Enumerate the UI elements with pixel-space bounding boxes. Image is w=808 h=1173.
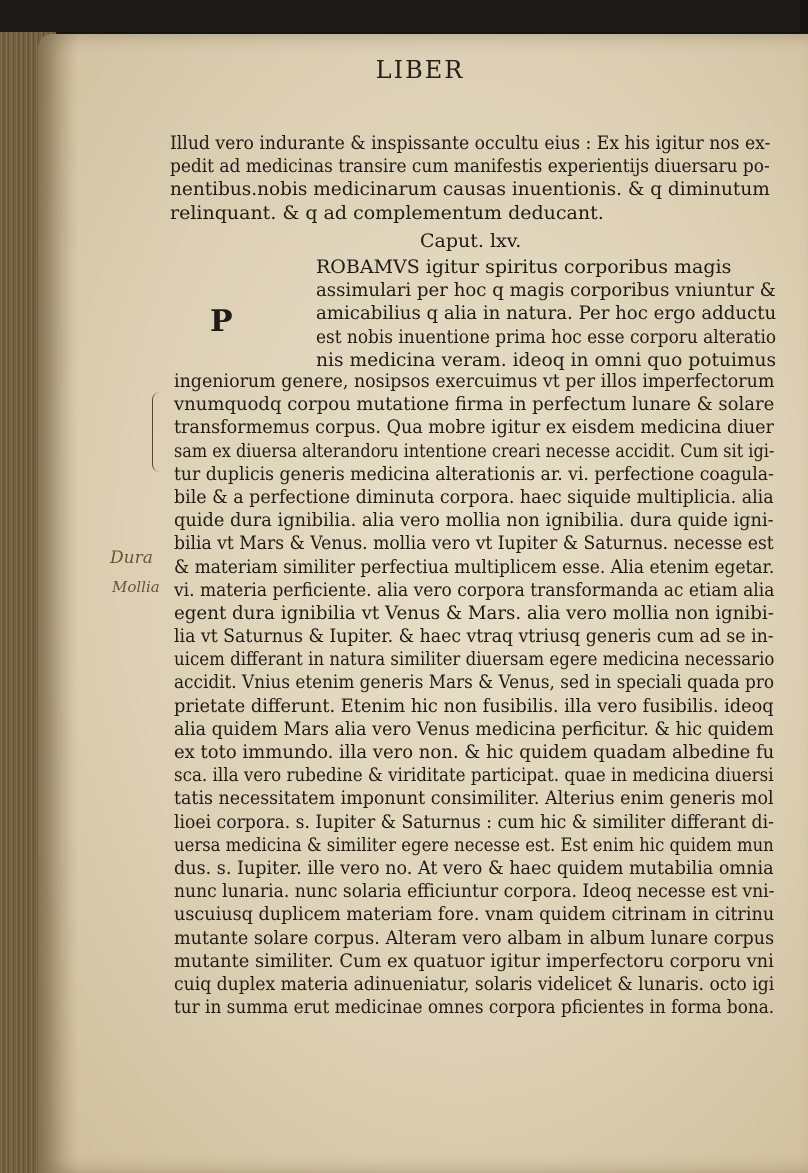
text-line: prietate differunt. Etenim hic non fusibilis. illa vero fusibilis. ideoq xyxy=(174,694,774,717)
text-line: alia quidem Mars alia vero Venus medicina perficitur. & hic quidem xyxy=(174,717,774,740)
text-line: bile & a perfectione diminuta corpora. haec siquide multiplicia. alia xyxy=(174,485,774,508)
text-line: uscuiusq duplicem materiam fore. vnam quidem citrinam in citrinu xyxy=(174,903,775,926)
text-line: ROBAMVS igitur spiritus corporibus magis xyxy=(316,256,732,278)
text-line: quide dura ignibilia. alia vero mollia non ignibilia. dura quide igni- xyxy=(174,509,774,532)
text-line: nis medicina veram. ideoq in omni quo potuimus xyxy=(316,348,777,371)
text-line: est nobis inuentione prima hoc esse corporu alteratio xyxy=(316,325,777,348)
text-line: nunc lunaria. nunc solaria efficiuntur corpora. Ideoq necesse est vni- xyxy=(174,880,775,903)
text-line: & materiam similiter perfectiua multiplicem esse. Alia etenim egetar. xyxy=(174,555,775,578)
text-line: uersa medicina & similiter egere necesse est. Est enim hic quidem mun xyxy=(174,833,774,856)
text-line: accidit. Vnius etenim generis Mars & Venus, sed in speciali quada pro xyxy=(174,671,775,694)
text-line: amicabilius q alia in natura. Per hoc ergo adductu xyxy=(316,302,777,325)
text-line: assimulari per hoc q magis corporibus vniuntur & xyxy=(316,279,776,302)
text-line: sam ex diuersa alterandoru intentione creari necesse accidit. Cum sit igi- xyxy=(174,439,775,462)
marginal-note: Dura xyxy=(110,548,153,568)
indented-opening-lines xyxy=(316,256,776,372)
text-line: lia vt Saturnus & Iupiter. & haec vtraq vtriusq generis cum ad se in- xyxy=(174,625,774,648)
top-paragraph xyxy=(170,132,770,225)
scan-top-background xyxy=(0,0,800,32)
text-line: mutante solare corpus. Alteram vero albam in album lunare corpus xyxy=(174,926,775,949)
text-line: bilia vt Mars & Venus. mollia vero vt Iupiter & Saturnus. necesse est xyxy=(174,532,774,555)
text-line: dus. s. Iupiter. ille vero no. At vero & haec quidem mutabilia omnia xyxy=(174,856,774,879)
text-line: uicem differant in natura similiter diuersam egere medicina necessario xyxy=(174,648,775,671)
page-gutter-shadow xyxy=(38,34,78,1173)
text-line: vi. materia perficiente. alia vero corpora transformanda ac etiam alia xyxy=(174,578,775,601)
text-line: cuiq duplex materia adinueniatur, solaris videlicet & lunaris. octo igi xyxy=(174,972,775,995)
margin-bracket-mark xyxy=(152,392,163,472)
text-line: relinquant. & q ad complementum deducant. xyxy=(170,201,604,224)
text-line: ingeniorum genere, nosipsos exercuimus vt per illos imperfectorum xyxy=(174,370,775,392)
text-line: lioei corpora. s. Iupiter & Saturnus : cum hic & similiter differant di- xyxy=(174,810,774,833)
text-line: transformemus corpus. Qua mobre igitur ex eisdem medicina diuer xyxy=(174,416,774,439)
drop-cap-initial: P xyxy=(210,304,233,339)
marginal-note: Mollia xyxy=(112,578,160,596)
text-line: vnumquodq corpou mutatione firma in perfectum lunare & solare xyxy=(174,393,775,416)
text-line: sca. illa vero rubedine & viriditate participat. quae in medicina diuersi xyxy=(174,764,774,787)
text-line: Illud vero indurante & inspissante occultu eius : Ex his igitur nos ex- xyxy=(170,132,771,154)
text-line: ex toto immundo. illa vero non. & hic quidem quadam albedine fu xyxy=(174,741,775,763)
main-body-text xyxy=(174,370,774,1019)
running-header: LIBER xyxy=(375,56,465,84)
chapter-heading: Caput. lxv. xyxy=(420,230,522,252)
text-line: tatis necessitatem imponunt consimiliter. Alterius enim generis mol xyxy=(174,787,774,810)
text-line: tur duplicis generis medicina alterationis ar. vi. perfectione coagula- xyxy=(174,462,774,485)
text-line: mutante similiter. Cum ex quatuor igitur imperfectoru corporu vni xyxy=(174,949,774,972)
text-line: egent dura ignibilia vt Venus & Mars. alia vero mollia non ignibi- xyxy=(174,601,774,624)
text-line: tur in summa erut medicinae omnes corpora pficientes in forma bona. xyxy=(174,996,775,1019)
text-line: pedit ad medicinas transire cum manifestis experientijs diuersaru po- xyxy=(170,155,770,178)
text-line: nentibus.nobis medicinarum causas inuentionis. & q diminutum xyxy=(170,178,770,201)
